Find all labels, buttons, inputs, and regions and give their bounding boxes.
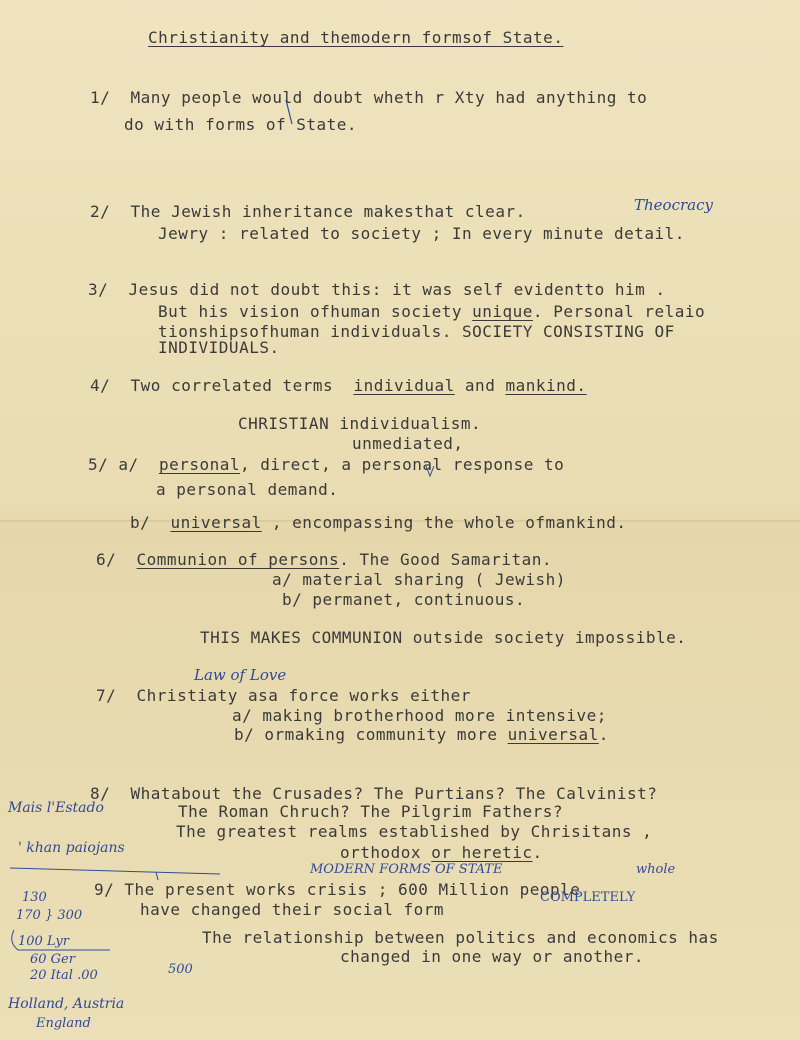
- item-1-number: 1/: [90, 88, 111, 107]
- item-3-unique: unique: [472, 302, 533, 321]
- item-9-handwritten-whole: whole: [636, 862, 676, 877]
- item-3-number: 3/: [88, 280, 109, 299]
- item-9-handwritten-modern-forms: MODERN FORMS OF STATE: [310, 862, 503, 877]
- item-9-text: The present works crisis ; 600 Million people: [124, 880, 581, 899]
- margin-note-10: England: [36, 1016, 91, 1031]
- item-6-line-b: b/ permanet, continuous.: [282, 590, 526, 609]
- item-5-a-label: a/: [118, 455, 139, 474]
- item-8-line-2: The Roman Chruch? The Pilgrim Fathers?: [178, 802, 564, 821]
- item-5-b-label: b/: [130, 513, 151, 532]
- christian-individualism-heading: CHRISTIAN individualism.: [238, 414, 482, 433]
- item-3-text-2b: . Personal relaio: [532, 302, 706, 321]
- item-8-dot: .: [532, 843, 543, 862]
- caret-stroke-5: [426, 466, 434, 476]
- strike-mark-stroke: [286, 100, 292, 124]
- item-7-b-text: b/ ormaking community more: [234, 725, 498, 744]
- communion-impossible-heading: THIS MAKES COMMUNION outside society impossible.: [200, 628, 687, 647]
- item-6-text: . The Good Samaritan.: [339, 550, 552, 569]
- item-7-handwritten-law-of-love: Law of Love: [194, 666, 287, 684]
- item-7-universal: universal: [507, 725, 599, 744]
- item-2-handwritten-theocracy: Theocracy: [634, 196, 713, 214]
- margin-divider-stroke: [10, 868, 220, 874]
- item-2-line-2: Jewry : related to society ; In every minute detail.: [158, 224, 685, 243]
- margin-note-4: 170 } 300: [16, 908, 83, 923]
- item-7-text: Christiaty asa force works either: [136, 686, 471, 705]
- item-3-line-3: tionshipsofhuman individuals. SOCIETY CONSISTING OF: [158, 322, 675, 341]
- item-7-b-dot: .: [598, 725, 609, 744]
- margin-note-1: Mais l'Estado: [8, 800, 104, 816]
- item-4-number: 4/: [90, 376, 111, 395]
- item-3-text-2a: But his vision ofhuman society: [158, 302, 462, 321]
- item-9-line-4: changed in one way or another.: [340, 947, 644, 966]
- item-4-individual: individual: [353, 376, 455, 395]
- margin-note-6: 60 Ger: [30, 952, 75, 967]
- item-1-line-2: do with forms of State.: [124, 115, 358, 134]
- margin-note-3: 130: [22, 890, 47, 905]
- item-8-number: 8/: [90, 784, 111, 803]
- item-4-and: and: [464, 376, 496, 395]
- item-6-communion: Communion of persons: [136, 550, 340, 569]
- item-9-handwritten-completely: COMPLETELY: [540, 890, 636, 905]
- item-8-line-3: The greatest realms established by Chrisitans ,: [176, 822, 653, 841]
- margin-bracket-stroke: [12, 930, 110, 950]
- item-1-text: Many people would doubt wheth r Xty had anything to: [130, 88, 648, 107]
- item-7-number: 7/: [96, 686, 117, 705]
- margin-note-7: 20 Ital .00: [30, 968, 98, 983]
- item-5-number: 5/: [88, 455, 109, 474]
- item-5-universal: universal: [170, 513, 262, 532]
- item-2-number: 2/: [90, 202, 111, 221]
- item-4-mankind: mankind.: [505, 376, 587, 395]
- item-5-line-a2: a personal demand.: [156, 480, 339, 499]
- item-5-personal: personal: [158, 455, 240, 474]
- item-2-text: The Jewish inheritance makesthat clear.: [130, 202, 526, 221]
- item-9-line-2: have changed their social form: [140, 900, 444, 919]
- item-7-line-a: a/ making brotherhood more intensive;: [232, 706, 607, 725]
- item-3-text: Jesus did not doubt this: it was self evidentto him .: [128, 280, 666, 299]
- item-3-line-4: INDIVIDUALS.: [158, 338, 280, 357]
- document-title: Christianity and themodern formsof State.: [148, 28, 564, 47]
- item-5-unmediated: unmediated,: [352, 434, 464, 453]
- margin-note-2: ' khan paiojans: [18, 840, 125, 856]
- item-6-line-a: a/ material sharing ( Jewish): [272, 570, 566, 589]
- margin-note-8: 500: [168, 962, 193, 977]
- item-8-orthodox: orthodox: [340, 843, 422, 862]
- item-9-number: 9/: [94, 880, 115, 899]
- item-6-number: 6/: [96, 550, 117, 569]
- item-8-or-heretic: or heretic: [431, 843, 533, 862]
- margin-note-5: 100 Lyr: [18, 934, 69, 949]
- caret-mark-stroke: [156, 872, 158, 880]
- item-9-line-3: The relationship between politics and economics has: [202, 928, 719, 947]
- item-4-text: Two correlated terms: [130, 376, 334, 395]
- margin-note-9: Holland, Austria: [8, 996, 125, 1012]
- item-5-b-text: , encompassing the whole ofmankind.: [271, 513, 627, 532]
- item-5-a-text: , direct, a personal response to: [240, 455, 565, 474]
- item-8-text: Whatabout the Crusades? The Purtians? The Calvinist?: [130, 784, 658, 803]
